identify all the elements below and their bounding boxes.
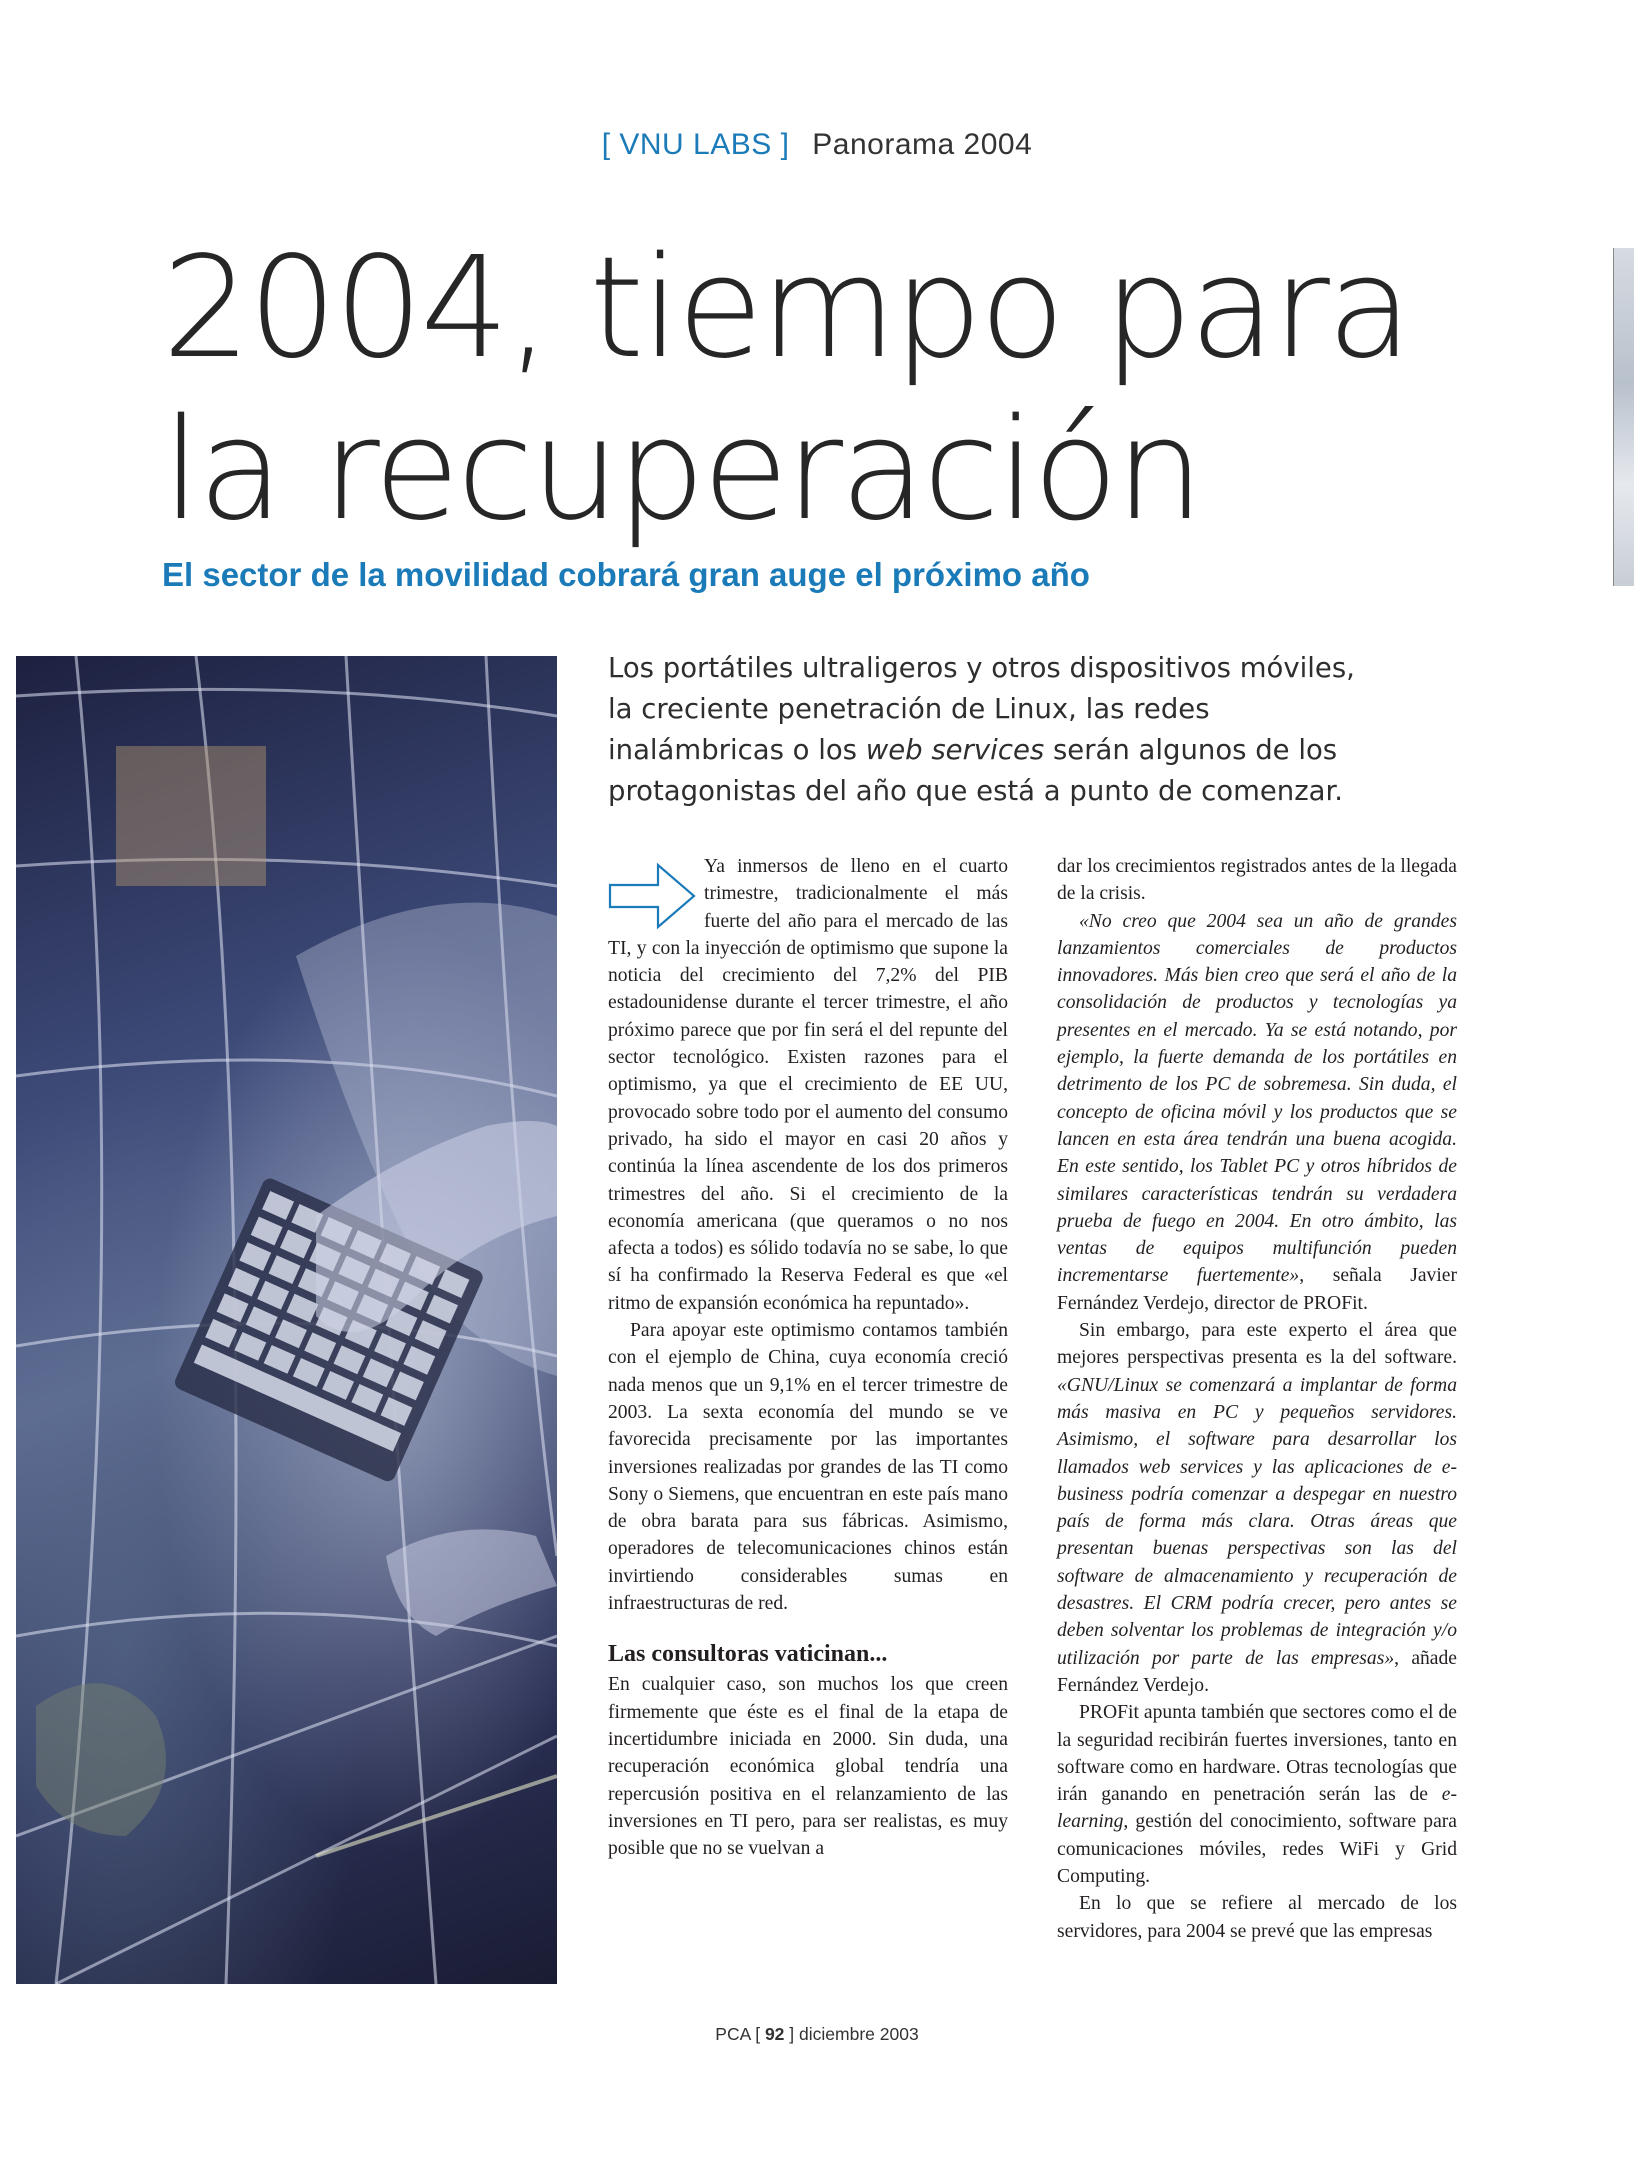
column-1-paragraph-3: En cualquier caso, son muchos los que creen firmemente que éste es el final de la etapa de incertidumbre iniciada en 2000. Sin duda, una recuperación económica global tendría una repercusión positiva en el relanzamiento de las inversiones en TI pero, para ser realistas, es muy posible que no se vuelvan a	[608, 1674, 1008, 1860]
column-2	[1057, 853, 1457, 1945]
section-label: [ VNU LABS ]	[601, 128, 790, 161]
column-2-paragraph-5: En lo que se refiere al mercado de los servidores, para 2004 se prevé que las empresas	[1057, 1893, 1457, 1942]
footer-date: diciembre 2003	[799, 2024, 919, 2044]
column-2-paragraph-2	[1057, 908, 1457, 1317]
lead-text-part-2: serán algunos de los protagonistas del año que está a punto de comenzar.	[608, 734, 1344, 807]
footer-page-number: 92	[764, 2024, 785, 2044]
keyboard-globe-photo	[16, 656, 557, 1984]
photo-illustration	[16, 656, 557, 1984]
column-2-quote-2: «GNU/Linux se comenzará a implantar de forma más masiva en PC y pequeños servidores. Asimismo, el software para desarrollar los llamados web services y las aplicaciones de e-business podría comenzar a despegar en nuestro país de forma más clara. Otras áreas que presentan buenas perspectivas son las del software de almacenamiento y recuperación de desastres. El CRM podría crecer, pero antes se deben solventar los problemas de integración y/o utilización por parte de las empresas»	[1057, 1374, 1457, 1669]
footer-bracket-open: [	[755, 2024, 761, 2044]
lead-text-italic: web services	[865, 734, 1045, 766]
column-2-attribution-1: , señala Javier Fernández Verdejo, director de PROFit.	[1057, 1265, 1457, 1314]
column-2-paragraph-4-start: PROFit apunta también que sectores como el de la seguridad recibirán fuertes inversiones, tanto en software como en hardware. Otras tecnologías que irán ganando en penetración serán las de	[1057, 1702, 1457, 1806]
adjacent-page-photo-edge	[1613, 248, 1634, 586]
column-2-paragraph-4-italic: e-learning	[1057, 1784, 1457, 1833]
arrow-right-icon	[606, 859, 700, 933]
column-2-paragraph-3-start: Sin embargo, para este experto el área que mejores perspectivas presenta es la del software.	[1057, 1320, 1457, 1369]
headline-line-1: 2004, tiempo para	[162, 227, 1410, 390]
column-1	[608, 853, 1008, 1862]
column-2-quote-1: «No creo que 2004 sea un año de grandes lanzamientos comerciales de productos innovadores. Más bien creo que será el año de la consolidación de productos y tecnologías ya presentes en el mercado. Ya se está notando, por ejemplo, la fuerte demanda de los portátiles en detrimento de los PC de sobremesa. Sin duda, el concepto de oficina móvil y los productos que se lancen en esta área tendrán una buena acogida. En este sentido, los Tablet PC y otros híbridos de similares características tendrán su verdadera prueba de fuego en 2004. En otro ámbito, las ventas de equipos multifunción pueden incrementarse fuertemente»	[1057, 910, 1457, 1287]
column-2-paragraph-3	[1057, 1317, 1457, 1699]
headline-line-2: la recuperación	[162, 389, 1202, 552]
footer-magazine: PCA	[715, 2024, 751, 2044]
subheadline: El sector de la movilidad cobrará gran auge el próximo año	[162, 556, 1090, 593]
page-footer	[0, 2024, 1634, 2045]
lead-paragraph	[608, 648, 1378, 812]
column-2-paragraph-1: dar los crecimientos registrados antes de la llegada de la crisis.	[1057, 856, 1457, 905]
headline	[162, 228, 1462, 552]
footer-bracket-close: ]	[789, 2024, 795, 2044]
lead-text-part-1: Los portátiles ultraligeros y otros dispositivos móviles, la creciente penetración de Linux, las redes inalámbricas o los	[608, 652, 1355, 766]
column-1-paragraph-1: Ya inmersos de lleno en el cuarto trimestre, tradicionalmente el más fuerte del año para el mercado de las TI, y con la inyección de optimismo que supone la noticia del crecimiento del 7,2% del PIB estadounidense durante el tercer trimestre, el año próximo parece que por fin será el del repunte del sector tecnológico. Existen razones para el optimismo, ya que el crecimiento de EE UU, provocado sobre todo por el aumento del consumo privado, ha sido el mayor en casi 20 años y continúa la línea ascendente de los dos primeros trimestres del año. Si el crecimiento de la economía americana (que queramos o no nos afecta a todos) es sólido todavía no se sabe, lo que sí ha confirmado la Reserva Federal es que «el ritmo de expansión económica ha repuntado».	[608, 856, 1008, 1314]
section-title: Panorama 2004	[812, 128, 1033, 161]
section-header	[0, 128, 1634, 162]
column-2-paragraph-4	[1057, 1699, 1457, 1890]
column-1-subheading: Las consultoras vaticinan...	[608, 1641, 888, 1668]
column-1-paragraph-2: Para apoyar este optimismo contamos también con el ejemplo de China, cuya economía creció nada menos que un 9,1% en el tercer trimestre de 2003. La sexta economía del mundo se ve favorecida precisamente por las importantes inversiones realizadas por grandes de las TI como Sony o Siemens, que encuentran en este país mano de obra barata para sus fábricas. Asimismo, operadores de telecomunicaciones chinos están invirtiendo considerables sumas en infraestructuras de red.	[608, 1320, 1008, 1615]
column-2-paragraph-4-end: , gestión del conocimiento, software para comunicaciones móviles, redes WiFi y Grid Computing.	[1057, 1811, 1457, 1887]
column-2-attribution-2: , añade Fernández Verdejo.	[1057, 1647, 1457, 1696]
